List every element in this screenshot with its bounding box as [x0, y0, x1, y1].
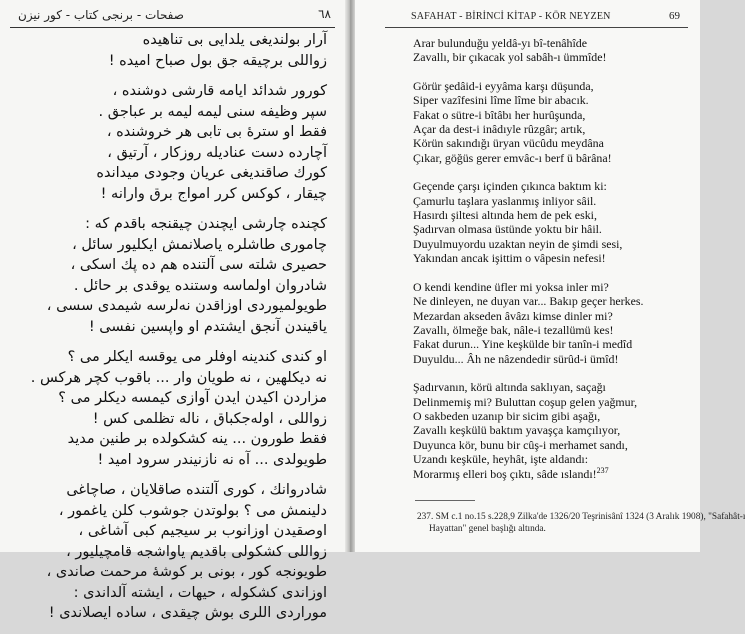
right-page-number: 69: [669, 10, 680, 22]
stanza: [413, 280, 690, 366]
poem-line-text: طویونجه کور ، بونی بر کوشهٔ مرحمت صاندی ،: [46, 564, 327, 580]
poem-line: [14, 276, 327, 297]
poem-line: [14, 409, 327, 430]
poem-line: [413, 50, 690, 64]
left-header-rule: [10, 27, 335, 28]
poem-line: [14, 450, 327, 471]
poem-line: [14, 163, 327, 184]
footnote-marker: 237: [596, 465, 609, 475]
left-page-number: ٦٨: [318, 7, 331, 21]
poem-line-text: زواللی ، اوله‌جکباق ، ناله تظلمی کس !: [92, 410, 327, 427]
poem-line: [14, 317, 327, 338]
poem-line-text: Çamurlu taşlara yaslanmış inliyor sâil.: [413, 193, 597, 208]
poem-line: [14, 542, 327, 563]
poem-line: [413, 237, 690, 251]
poem-line-text: کورك صاقندیغی عریان وجودی میدانده: [96, 165, 327, 181]
poem-line-text: حصیری شلته سی آلتنده هم ده پك اسکی ،: [70, 257, 327, 273]
right-header-rule: [385, 27, 688, 28]
stanza: [413, 179, 690, 265]
poem-line-text: Çıkar, göğüs gerer emvâc-ı berf ü bârâna!: [413, 150, 612, 165]
poem-line: [14, 583, 327, 604]
poem-line: [413, 423, 690, 437]
poem-line: [413, 294, 690, 308]
right-page: [355, 0, 745, 552]
footnote-line: 237. SM c.1 no.15 s.228,9 Zilka'de 1326/20 Teşrinisânî 1324 (3 Aralık 1908), "Safahât-ı: [417, 512, 745, 522]
poem-line-text: Duyulmuyordu uzaktan neyin de şimdi sesi,: [413, 236, 623, 251]
poem-line: [413, 409, 690, 423]
poem-line-text: Açar da dest-i inâdıyle rûzgâr; artık,: [413, 122, 586, 137]
poem-line: [413, 395, 690, 409]
poem-line: [14, 30, 327, 51]
left-running-head: صفحات - برنجی کتاب - کور نیزن: [18, 8, 184, 22]
poem-line-text: چیقار ، کوکس کرر امواج برق وارانه !: [100, 185, 327, 202]
poem-line-text: شادروانك ، کوری آلتنده صاقلایان ، صاچاغی: [66, 482, 327, 498]
stanza: [14, 30, 327, 71]
poem-line-text: اوزاندی کشکوله ، حیهات ، ایشته آلداندی :: [73, 584, 327, 601]
ottoman-poem: [14, 30, 327, 634]
poem-line-text: طویولدی ... آه نه نازنیندر سرود امید !: [97, 451, 327, 468]
poem-line-text: آچارده دست عنادیله روزکار ، آرتیق ،: [107, 144, 327, 161]
poem-line-text: Duyunca kör, bunu bir cûş-i merhamet sandı,: [413, 437, 628, 452]
poem-line: [413, 136, 690, 150]
poem-line-text: زواللی برچیقه جق بول صباح امیده !: [108, 52, 327, 69]
poem-line: [14, 347, 327, 368]
poem-line-text: O kendi kendine üfler mi yoksa inler mi?: [413, 279, 609, 294]
poem-line-text: یاقیندن آنجق ایشتدم او واپسین نفسی !: [88, 318, 327, 335]
poem-line-text: Mezardan akseden âvâzı kimse dinler mi?: [413, 308, 613, 323]
poem-line: [413, 122, 690, 136]
transliterated-poem: [413, 36, 690, 495]
poem-line: [14, 51, 327, 72]
left-page: [0, 0, 345, 621]
poem-line: [14, 214, 327, 235]
stanza: [14, 81, 327, 204]
poem-line: [413, 438, 690, 452]
poem-line: [413, 380, 690, 394]
poem-line-text: Yakından ancak işittim o vâpesin nefesi!: [413, 251, 606, 266]
poem-line: [413, 222, 690, 236]
poem-line: [413, 309, 690, 323]
poem-line: [413, 36, 690, 50]
footnote: [417, 512, 745, 535]
poem-line-text: فقط طورون ... ینه کشکولده بر طنین مدید: [67, 431, 327, 447]
poem-line-text: Uzandı keşküle, heyhât, işte aldandı:: [413, 452, 589, 467]
poem-line-text: Duyuldu... Âh ne nâzendedir sürûd-i ümîd!: [413, 351, 619, 366]
poem-line-text: Zavallı, ölmeğe bak, nâle-i tezallümü kes!: [413, 322, 614, 337]
poem-line-text: اوصقیدن اوزانوب بر سیجیم کبی آشاغی ،: [78, 523, 327, 539]
poem-line-text: فقط او سترهٔ بی تابی هر خروشنده ،: [106, 124, 327, 140]
poem-line-text: O sakbeden uzanıp bir sicim gibi aşağı,: [413, 408, 601, 423]
poem-line: [14, 235, 327, 256]
poem-line: [14, 81, 327, 102]
stanza: [413, 380, 690, 481]
left-page-header: [0, 6, 345, 28]
poem-line-text: کورور شدائد ایامه قارشی دوشنده ،: [112, 83, 327, 99]
poem-line-text: موراردی اللری بوش چیقدی ، ساده ایصلاندی !: [48, 605, 327, 621]
poem-line-text: زواللی کشکولی باقدیم یاواشجه قامچیلیور ،: [66, 543, 327, 560]
poem-line: [14, 102, 327, 123]
poem-line: [413, 323, 690, 337]
poem-line-text: Zavallı, bir çıkacak yol sabâh-ı ümmîde!: [413, 50, 607, 65]
poem-line: [14, 184, 327, 205]
poem-line-text: Siper vazîfesini lîme lîme bir abacık.: [413, 93, 589, 108]
poem-line: [14, 255, 327, 276]
right-running-head: SAFAHAT - BİRİNCİ KİTAP - KÖR NEYZEN: [411, 11, 611, 22]
poem-line: [14, 521, 327, 542]
poem-line-text: چاموری طاشلره یاصلانمش ایکلیور سائل ،: [72, 236, 327, 253]
poem-line-text: طویولمیوردی اوزاقدن نه‌لرسه شیمدی سسی ،: [46, 298, 327, 314]
poem-line-text: آرار بولندیغی یلدایی بی تناهیده: [142, 32, 327, 48]
footnote-rule: [415, 500, 475, 501]
poem-line: [14, 603, 327, 624]
poem-line: [413, 208, 690, 222]
poem-line: [14, 143, 327, 164]
poem-line-text: Fakat durun... Yine keşkülde bir tanîn-i medîd: [413, 337, 633, 352]
poem-line-text: Şadırvan olmasa üstünde yoktu bir hâil.: [413, 222, 602, 237]
poem-line-text: سپر وظیفه سنی لیمه لیمه بر عباجق .: [98, 103, 327, 120]
poem-line: [14, 501, 327, 522]
poem-line: [413, 93, 690, 107]
poem-line-text: مزاردن اکیدن ایدن آوازی کیمسه دیکلر می ؟: [58, 390, 327, 406]
poem-line-text: Ne dinleyen, ne duyan var... Bakıp geçer herkes.: [413, 294, 644, 309]
right-page-header: [355, 6, 700, 28]
poem-line-text: Şadırvanın, körü altında saklıyan, saçağı: [413, 380, 606, 395]
poem-line-text: Arar bulunduğu yeldâ-yı bî-tenâhîde: [413, 36, 588, 50]
stanza: [14, 347, 327, 470]
poem-line: [14, 368, 327, 389]
book-gutter: [345, 0, 355, 552]
poem-line: [413, 194, 690, 208]
poem-line-text: نه دیکلهین ، نه طویان وار ... باقوب کچر هرکس .: [30, 369, 327, 386]
poem-line-text: Körün sakındığı üryan vücûdu meydâna: [413, 136, 604, 151]
poem-line: [14, 296, 327, 317]
poem-line: [413, 79, 690, 93]
poem-line-text: Zavallı keşkülü baktım yavaşça kamçılıyor,: [413, 423, 621, 438]
poem-line: [413, 337, 690, 351]
footnote-line: Hayattan" genel başlığı altında.: [429, 523, 546, 534]
poem-line-text: Morarmış elleri boş çıktı, sâde ıslandı!: [413, 466, 597, 481]
poem-line-text: دلینمش می ؟ بولوتدن جوشوب کلن یاغمور ،: [58, 502, 327, 519]
poem-line: [14, 562, 327, 583]
poem-line-text: کچنده چارشی ایچندن چیقنجه باقدم که :: [85, 216, 327, 232]
stanza: [14, 214, 327, 337]
poem-line-text: Görür şedâid-i eyyâma karşı düşunda,: [413, 78, 594, 93]
poem-line: [14, 122, 327, 143]
stanza: [413, 36, 690, 65]
poem-line-text: شادروان اولماسه وستنده یوقدی بر حائل .: [73, 277, 327, 294]
poem-line: [413, 179, 690, 193]
poem-line-text: Delinmemiş mi? Buluttan coşup gelen yağmur,: [413, 394, 638, 409]
stanza: [14, 480, 327, 624]
poem-line: [413, 352, 690, 366]
stanza: [413, 79, 690, 165]
poem-line-text: او کندی کندینه اوفلر می یوقسه ایکلر می ؟: [67, 349, 327, 365]
poem-line-text: Hasırdı şiltesi altında hem de pek eski,: [413, 208, 597, 223]
poem-line: [14, 429, 327, 450]
poem-line: [413, 467, 690, 481]
poem-line: [413, 151, 690, 165]
poem-line: [14, 480, 327, 501]
poem-line: [413, 452, 690, 466]
poem-line: [413, 251, 690, 265]
poem-line: [413, 280, 690, 294]
poem-line-text: Fakat o sütre-i bîtâbı her hurûşunda,: [413, 107, 586, 122]
poem-line-text: Geçende çarşı içinden çıkınca baktım ki:: [413, 179, 607, 194]
poem-line: [413, 108, 690, 122]
poem-line: [14, 388, 327, 409]
